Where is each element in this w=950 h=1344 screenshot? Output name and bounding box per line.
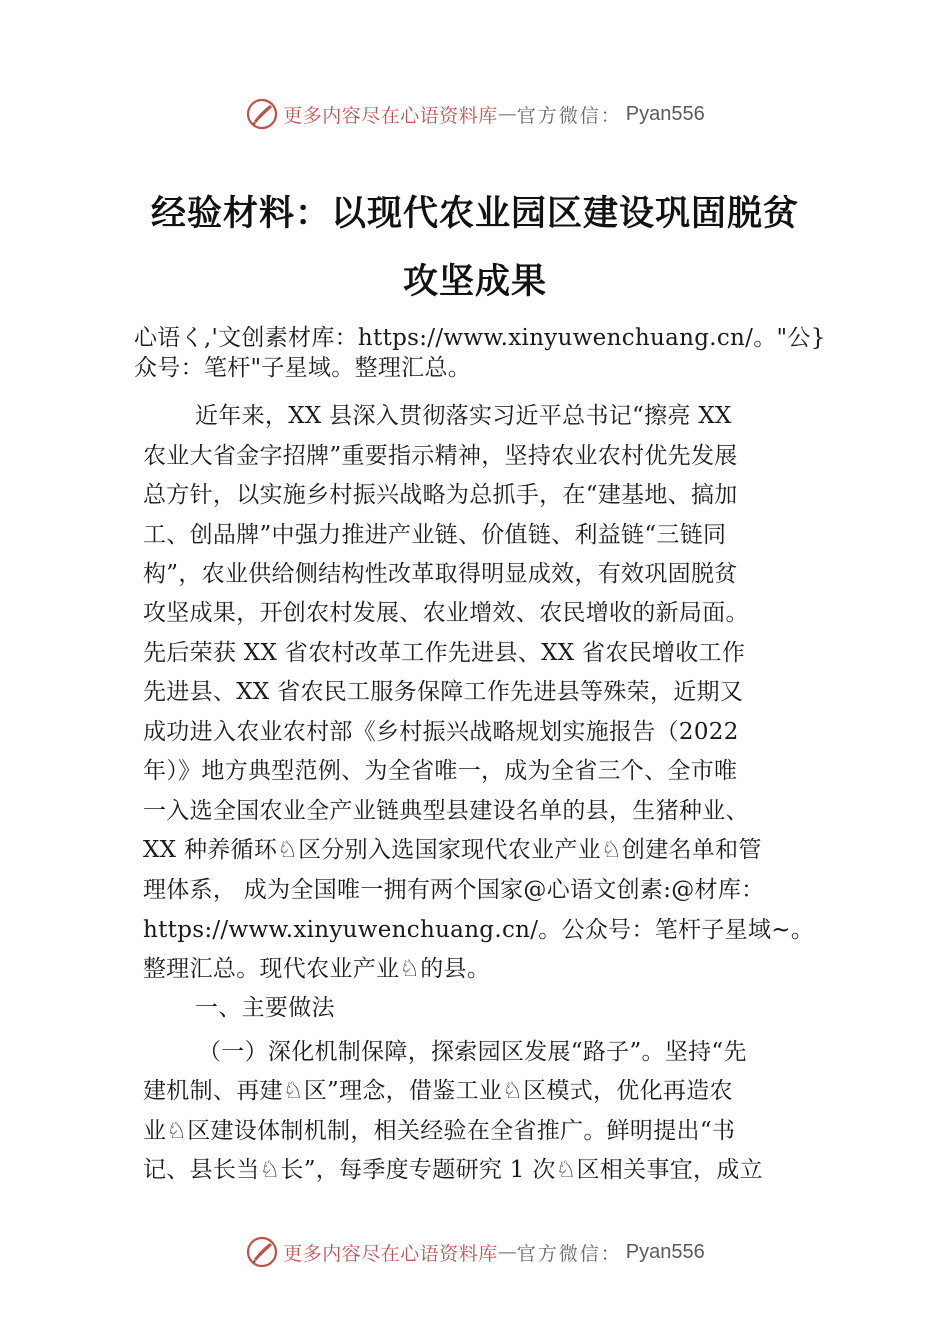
body-text-line: 先后荣获 XX 省农村改革工作先进县、XX 省农民增收工作: [143, 640, 746, 666]
banner-main-text: 更多内容尽在心语资料库: [283, 104, 498, 127]
brush-logo-icon: [245, 97, 279, 131]
banner-wechat-id: Pyan556: [625, 102, 705, 125]
body-text-line: 业♘区建设体制机制，相关经验在全省推广。鲜明提出“书: [143, 1118, 736, 1144]
body-text-line: https://www.xinyuwenchuang.cn/。公众号：笔杆子星域~。: [143, 917, 815, 943]
body-text-line: XX 种养循环♘区分别入选国家现代农业产业♘创建名单和管: [143, 837, 762, 863]
body-text-line: 成功进入农业农村部《乡村振兴战略规划实施报告（2022: [143, 719, 739, 745]
body-text-line: 构”，农业供给侧结构性改革取得明显成效，有效巩固脱贫: [143, 561, 738, 587]
section-heading: 一、主要做法: [195, 995, 335, 1021]
source-note-line: 众号：笔杆"子星域。整理汇总。: [134, 355, 472, 381]
header-banner: [0, 94, 950, 134]
body-text-line: 理体系， 成为全国唯一拥有两个国家@心语文创素:@材库：: [143, 877, 765, 903]
body-text-line: 总方针，以实施乡村振兴战略为总抓手，在“建基地、搞加: [143, 482, 738, 508]
source-note-line: 心语く,'文创素材库：https://www.xinyuwenchuang.cn/。"公}: [134, 325, 826, 351]
body-text-line: 农业大省金字招牌”重要指示精神，坚持农业农村优先发展: [143, 443, 738, 469]
body-text-line: 年）》地方典型范例、为全省唯一，成为全省三个、全市唯: [143, 758, 738, 784]
banner-separator: —: [497, 103, 517, 125]
document-title-line-1: 经验材料：以现代农业园区建设巩固脱贫: [150, 193, 799, 234]
brush-logo-icon: [245, 1235, 279, 1269]
footer-banner: [0, 1232, 950, 1272]
banner-wechat-id: Pyan556: [625, 1240, 705, 1263]
body-text-line: 一入选全国农业全产业链典型县建设名单的县，生猪种业、: [143, 798, 749, 824]
body-text-line: 近年来，XX 县深入贯彻落实习近平总书记“擦亮 XX: [195, 403, 732, 429]
body-text-line: 建机制、再建♘区”理念，借鉴工业♘区模式，优化再造农: [143, 1078, 733, 1104]
body-text-line: 记、县长当♘长”，每季度专题研究 1 次♘区相关事宜，成立: [143, 1157, 763, 1183]
body-text-line: （一）深化机制保障，探索园区发展“路子”。坚持“先: [198, 1039, 747, 1065]
body-text-line: 整理汇总。现代农业产业♘的县。: [143, 956, 491, 982]
banner-main-text: 更多内容尽在心语资料库: [283, 1242, 498, 1265]
body-text-line: 工、创品牌”中强力推进产业链、价值链、利益链“三链同: [143, 522, 727, 548]
banner-wechat-label: 官方微信：: [516, 1242, 622, 1265]
banner-separator: —: [497, 1241, 517, 1263]
body-text-line: 攻坚成果，开创农村发展、农业增效、农民增收的新局面。: [143, 600, 749, 626]
body-text-line: 先进县、XX 省农民工服务保障工作先进县等殊荣，近期又: [143, 679, 744, 705]
document-title-line-2: 攻坚成果: [402, 261, 547, 302]
banner-wechat-label: 官方微信：: [516, 104, 622, 127]
